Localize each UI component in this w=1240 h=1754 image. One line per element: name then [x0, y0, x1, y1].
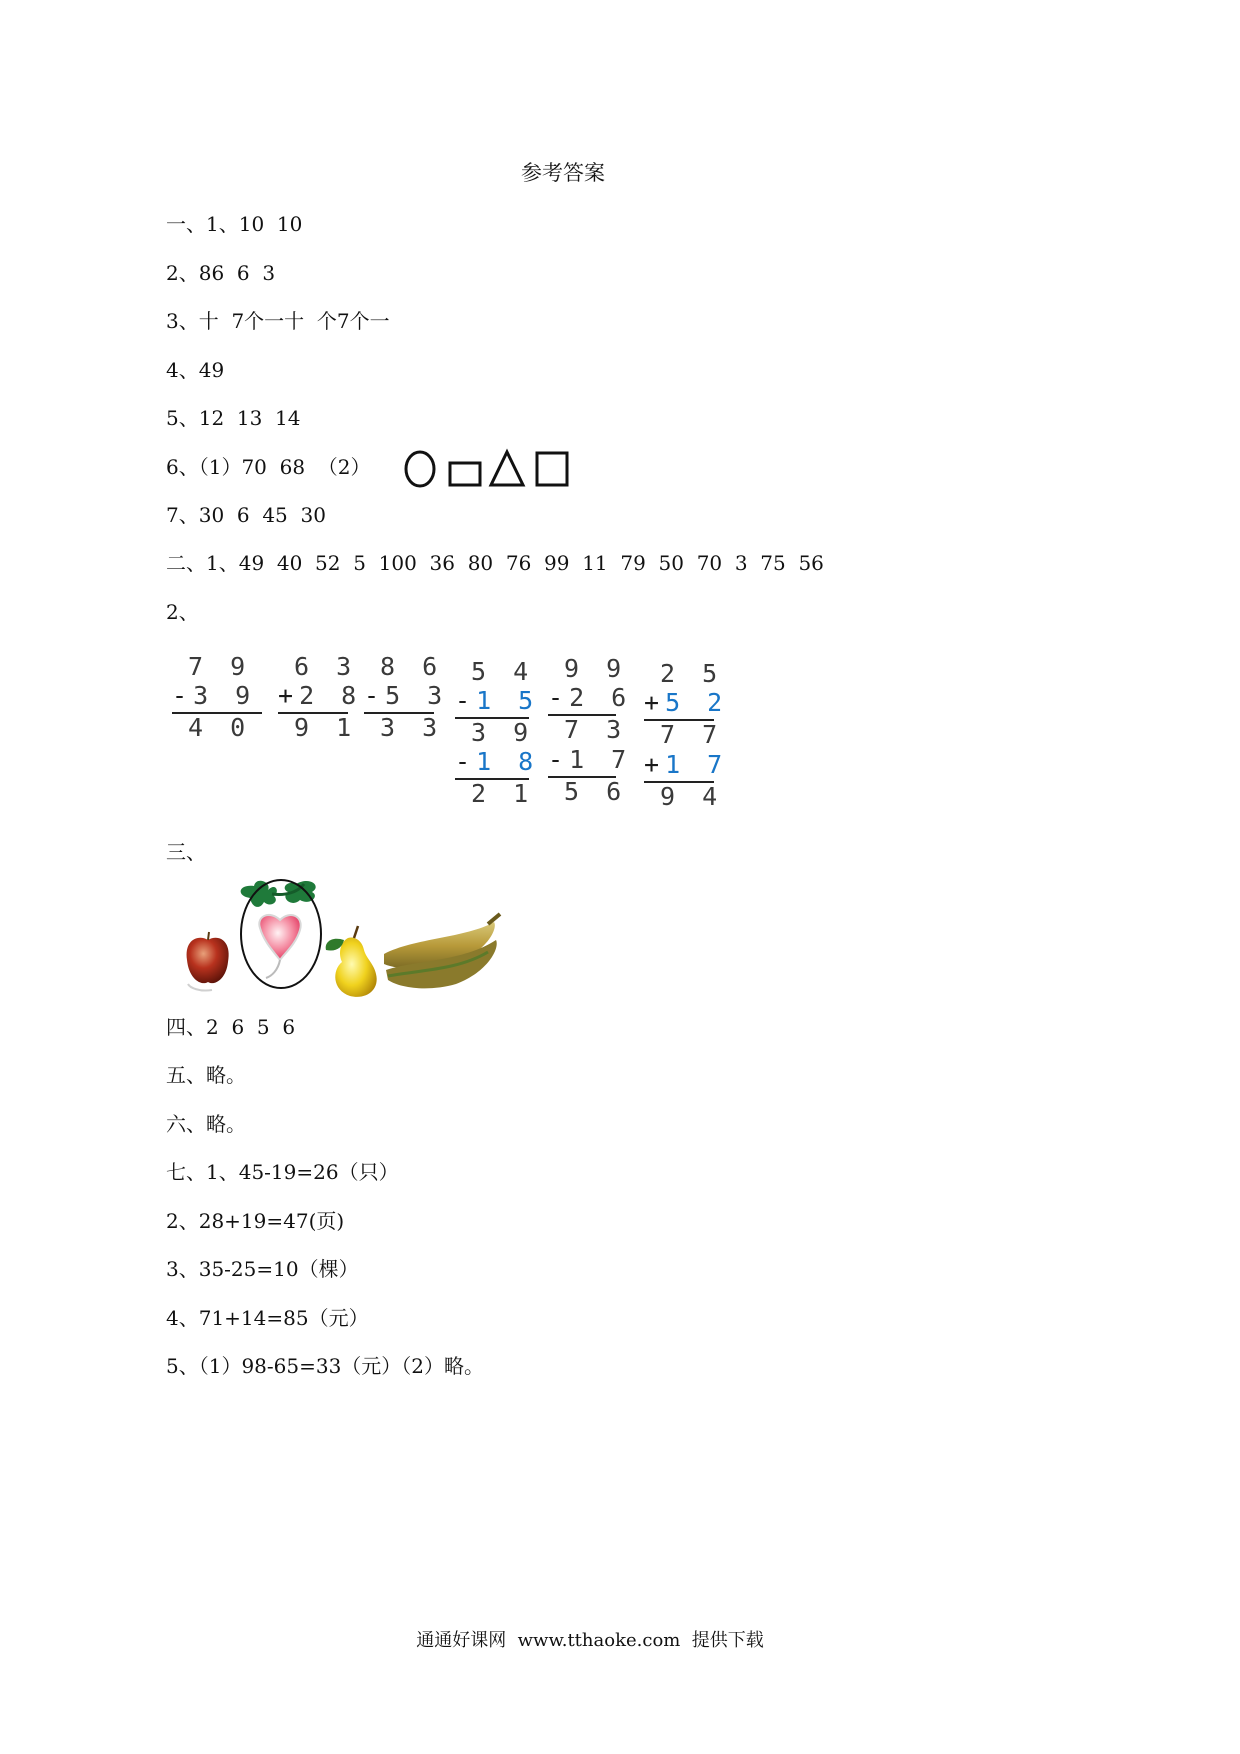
answer-1-3: 3、十 7个一十 个7个一 — [166, 309, 390, 333]
rectangle-icon — [450, 463, 480, 485]
calc-operator: - — [455, 686, 477, 715]
calc-operand-c: 1 7 — [569, 745, 633, 774]
answer-2-1: 二、1、49 40 52 5 100 36 80 76 99 11 79 50 70 3 75 56 — [166, 551, 824, 575]
answer-1-5: 5、12 13 14 — [166, 406, 301, 430]
calc-operand-a: 5 4 — [471, 657, 535, 686]
answer-1-1: 一、1、10 10 — [166, 212, 303, 236]
calc-operator: + — [644, 688, 666, 717]
calc-operand-b: 2 6 — [569, 683, 633, 712]
calc-operand-b: 5 2 — [665, 688, 729, 717]
calc-result: 3 9 — [471, 718, 535, 747]
banana-icon — [384, 914, 500, 988]
page-title: 参考答案 — [521, 161, 605, 185]
calc-operator-2: + — [644, 750, 666, 779]
calc-operand-a: 6 3 — [294, 652, 358, 681]
calc-result-2: 9 4 — [660, 782, 724, 811]
triangle-icon — [491, 452, 523, 485]
calc-operator: + — [278, 681, 300, 710]
answer-4: 四、2 6 5 6 — [166, 1015, 296, 1039]
radish-icon — [241, 880, 321, 988]
calc-operand-c: 1 7 — [665, 750, 729, 779]
calc-operand-b: 5 3 — [385, 681, 449, 710]
calc-operator: - — [364, 681, 386, 710]
calc-operator-2: - — [455, 747, 477, 776]
calc-result: 9 1 — [294, 713, 358, 742]
answer-5: 五、略。 — [166, 1063, 246, 1087]
apple-icon — [187, 932, 229, 991]
answer-3: 三、 — [166, 840, 206, 864]
answer-7-4: 4、71+14=85（元） — [166, 1306, 369, 1330]
answer-2-2: 2、 — [166, 600, 199, 624]
calc-result: 7 7 — [660, 720, 724, 749]
calc-result: 7 3 — [564, 715, 628, 744]
calc-operator: - — [172, 681, 194, 710]
calc-result-2: 2 1 — [471, 779, 535, 808]
shape-sequence — [404, 448, 584, 494]
calc-operand-c: 1 8 — [476, 747, 540, 776]
answer-1-2: 2、86 6 3 — [166, 261, 276, 285]
answer-7-5: 5、（1）98-65=33（元）（2）略。 — [166, 1354, 485, 1378]
circle-icon — [406, 452, 434, 486]
calc-operand-b: 2 8 — [299, 681, 363, 710]
calc-operand-b: 1 5 — [476, 686, 540, 715]
calc-operand-a: 7 9 — [188, 652, 252, 681]
calc-result: 3 3 — [380, 713, 444, 742]
square-icon — [537, 453, 567, 485]
answer-1-6: 6、（1）70 68 （2） — [166, 455, 371, 479]
answer-7-2: 2、28+19=47(页) — [166, 1209, 345, 1233]
calc-operator-2: - — [548, 745, 570, 774]
answer-1-7: 7、30 6 45 30 — [166, 503, 326, 527]
calc-result: 4 0 — [188, 713, 252, 742]
calc-operand-a: 9 9 — [564, 654, 628, 683]
answer-7-3: 3、35-25=10（棵） — [166, 1257, 359, 1281]
calc-operand-b: 3 9 — [193, 681, 257, 710]
calc-operand-a: 2 5 — [660, 659, 724, 688]
answer-1-4: 4、49 — [166, 358, 225, 382]
calc-result-2: 5 6 — [564, 777, 628, 806]
answer-7-1: 七、1、45-19=26（只） — [166, 1160, 399, 1184]
answer-6: 六、略。 — [166, 1112, 246, 1136]
calc-operand-a: 8 6 — [380, 652, 444, 681]
page-footer: 通通好课网 www.tthaoke.com 提供下载 — [416, 1630, 764, 1651]
fruit-illustration — [176, 878, 536, 1003]
calc-operator: - — [548, 683, 570, 712]
pear-icon — [326, 926, 377, 997]
